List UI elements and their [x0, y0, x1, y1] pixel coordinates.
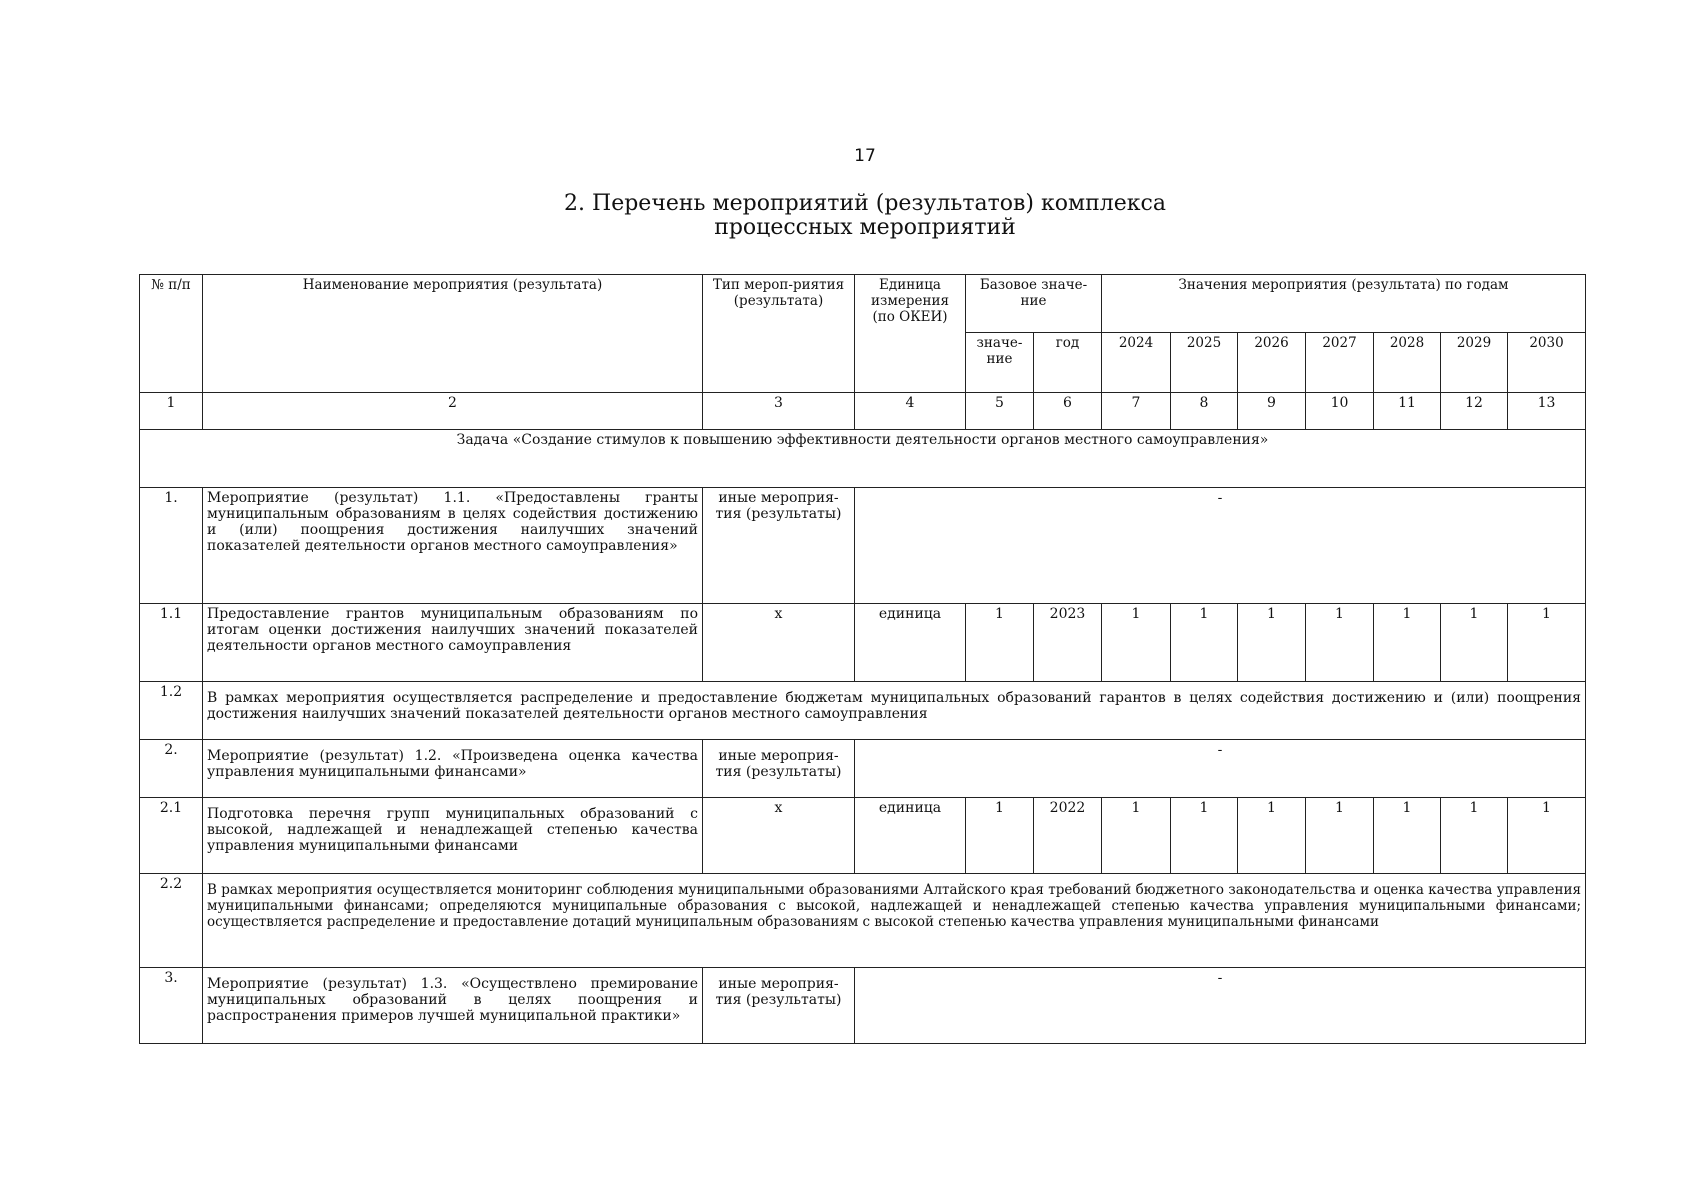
table-row: [140, 874, 1586, 968]
empty-values-dash: -: [855, 488, 1586, 604]
header-name: Наименование мероприятия (результата): [203, 275, 703, 393]
header-year-2025: 2025: [1171, 333, 1238, 393]
event-name: Подготовка перечня групп муниципальных образований с высокой, надлежащей и ненадлежащей степенью качества управления муниципальными финансами: [203, 798, 703, 874]
value-2024: 1: [1102, 798, 1171, 874]
event-type: иные мероприя-тия (результаты): [703, 740, 855, 798]
table-row: [140, 604, 1586, 682]
header-unit: Единица измерения (по ОКЕИ): [855, 275, 966, 393]
event-name: Предоставление грантов муниципальным образованиям по итогам оценки достижения наилучших значений показателей деятельности органов местного самоуправления: [203, 604, 703, 682]
header-years-title: Значения мероприятия (результата) по годам: [1102, 275, 1586, 333]
header-row-1: [140, 275, 1586, 333]
empty-values-dash: -: [855, 968, 1586, 1044]
value-2030: 1: [1508, 798, 1586, 874]
row-number: 3.: [140, 968, 203, 1044]
table-row: [140, 798, 1586, 874]
value-2029: 1: [1441, 604, 1508, 682]
value-2025: 1: [1171, 604, 1238, 682]
column-number: 6: [1034, 393, 1102, 430]
event-type: иные мероприя-тия (результаты): [703, 968, 855, 1044]
row-number: 2.2: [140, 874, 203, 968]
header-year-2026: 2026: [1238, 333, 1306, 393]
header-year-2028: 2028: [1374, 333, 1441, 393]
header-year-2029: 2029: [1441, 333, 1508, 393]
column-number: 9: [1238, 393, 1306, 430]
row-number: 1.: [140, 488, 203, 604]
document-title-line-2: процессных мероприятий: [714, 215, 1016, 240]
row-number: 1.2: [140, 682, 203, 740]
event-type: иные мероприя-тия (результаты): [703, 488, 855, 604]
unit: единица: [855, 798, 966, 874]
task-row: [140, 430, 1586, 488]
header-year-2030: 2030: [1508, 333, 1586, 393]
header-year-2024: 2024: [1102, 333, 1171, 393]
table-row: [140, 488, 1586, 604]
row-number: 1.1: [140, 604, 203, 682]
document-title: [0, 192, 1697, 240]
column-number: 2: [203, 393, 703, 430]
unit: единица: [855, 604, 966, 682]
column-number: 7: [1102, 393, 1171, 430]
value-2026: 1: [1238, 604, 1306, 682]
column-number-row: [140, 393, 1586, 430]
column-number: 13: [1508, 393, 1586, 430]
base-value: 1: [966, 604, 1034, 682]
value-2029: 1: [1441, 798, 1508, 874]
value-2027: 1: [1306, 604, 1374, 682]
value-2028: 1: [1374, 798, 1441, 874]
header-base-value: значе-ние: [966, 333, 1034, 393]
value-2025: 1: [1171, 798, 1238, 874]
row-number: 2.1: [140, 798, 203, 874]
value-2030: 1: [1508, 604, 1586, 682]
row-number: 2.: [140, 740, 203, 798]
header-num: № п/п: [140, 275, 203, 393]
empty-values-dash: -: [855, 740, 1586, 798]
column-number: 4: [855, 393, 966, 430]
table-row: [140, 740, 1586, 798]
events-table: [139, 274, 1586, 1044]
event-type: x: [703, 798, 855, 874]
base-year: 2022: [1034, 798, 1102, 874]
event-description: В рамках мероприятия осуществляется распределение и предоставление бюджетам муниципальных образований гарантов в целях содействия достижению и (или) поощрения достижения наилучших значений показателей деятельности органов местного самоуправления: [203, 682, 1586, 740]
column-number: 3: [703, 393, 855, 430]
column-number: 10: [1306, 393, 1374, 430]
table-row: [140, 682, 1586, 740]
document-title-line-1: 2. Перечень мероприятий (результатов) комплекса: [564, 191, 1166, 216]
column-number: 5: [966, 393, 1034, 430]
value-2024: 1: [1102, 604, 1171, 682]
column-number: 8: [1171, 393, 1238, 430]
value-2028: 1: [1374, 604, 1441, 682]
event-name: Мероприятие (результат) 1.3. «Осуществлено премирование муниципальных образований в целях поощрения и распространения примеров лучшей муниципальной практики»: [203, 968, 703, 1044]
event-description: В рамках мероприятия осуществляется мониторинг соблюдения муниципальными образованиями Алтайского края требований бюджетного законодательства и оценка качества управления муниципальными финансами; определяются муниципальные образования с высокой, надлежащей и ненадлежащей степенью качества управления муниципальными финансами; осуществляется распределение и предоставление дотаций муниципальным образованиям с высокой степенью качества управления муниципальными финансами: [203, 874, 1586, 968]
column-number: 1: [140, 393, 203, 430]
column-number: 11: [1374, 393, 1441, 430]
header-year-2027: 2027: [1306, 333, 1374, 393]
column-number: 12: [1441, 393, 1508, 430]
event-name: Мероприятие (результат) 1.1. «Предоставлены гранты муниципальным образованиям в целях содействия достижению и (или) поощрения достижения наилучших значений показателей деятельности органов местного самоуправления»: [203, 488, 703, 604]
table-row: [140, 968, 1586, 1044]
base-year: 2023: [1034, 604, 1102, 682]
task-text: Задача «Создание стимулов к повышению эффективности деятельности органов местного самоуправления»: [140, 430, 1586, 488]
header-base-year: год: [1034, 333, 1102, 393]
page-number: 17: [854, 146, 876, 166]
event-name: Мероприятие (результат) 1.2. «Произведена оценка качества управления муниципальными финансами»: [203, 740, 703, 798]
header-type: Тип мероп-риятия (результата): [703, 275, 855, 393]
value-2027: 1: [1306, 798, 1374, 874]
base-value: 1: [966, 798, 1034, 874]
value-2026: 1: [1238, 798, 1306, 874]
header-base: Базовое значе-ние: [966, 275, 1102, 333]
event-type: x: [703, 604, 855, 682]
